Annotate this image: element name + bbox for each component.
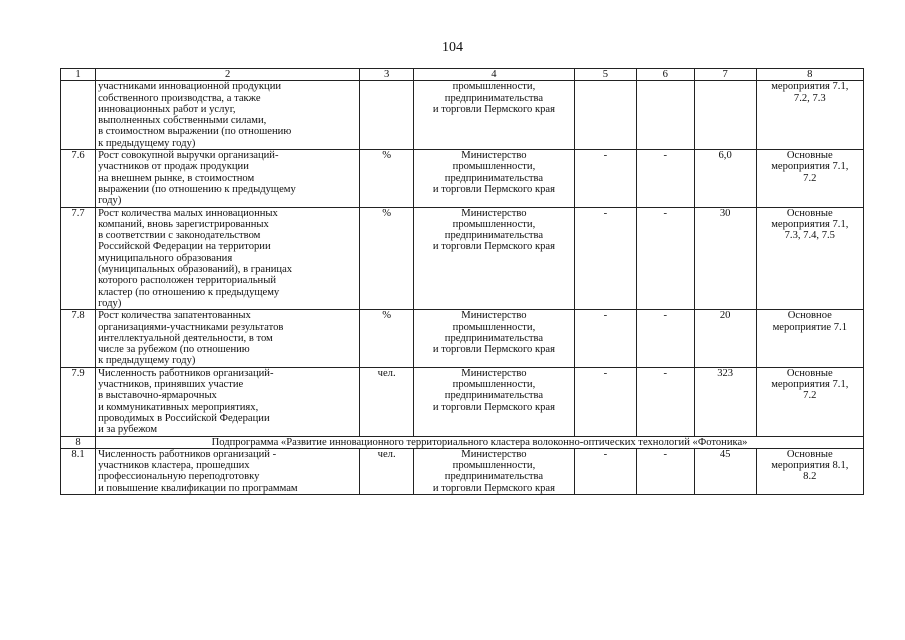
value-col5: - (574, 310, 636, 367)
unit-cell: чел. (360, 367, 414, 436)
table-row (61, 310, 864, 367)
executor-cell: Министерство промышленности, предпринимательства и торговли Пермского края (413, 150, 574, 207)
column-header: 3 (360, 69, 414, 81)
indicators-table (60, 68, 864, 495)
value-col5: - (574, 207, 636, 310)
column-header: 8 (756, 69, 863, 81)
subprogram-number: 8 (61, 436, 96, 448)
value-col6: - (636, 150, 694, 207)
column-header: 7 (694, 69, 756, 81)
executor-cell: Министерство промышленности, предпринимательства и торговли Пермского края (413, 207, 574, 310)
table-body (61, 81, 864, 495)
indicator-description: участниками инновационной продукции собственного производства, а также инновационных работ и услуг, выполненных собственными силами, в стоимостном выражении (по отношению к предыдущему году) (96, 81, 360, 150)
column-number-row (61, 69, 864, 81)
table-row (61, 150, 864, 207)
executor-cell: Министерство промышленности, предпринимательства и торговли Пермского края (413, 448, 574, 494)
row-number: 7.7 (61, 207, 96, 310)
executor-cell: Министерство промышленности, предпринимательства и торговли Пермского края (413, 367, 574, 436)
value-col6: - (636, 448, 694, 494)
table-row (61, 367, 864, 436)
column-header: 1 (61, 69, 96, 81)
row-number: 8.1 (61, 448, 96, 494)
value-col6: - (636, 310, 694, 367)
unit-cell: % (360, 310, 414, 367)
events-cell: мероприятия 7.1, 7.2, 7.3 (756, 81, 863, 150)
column-header: 5 (574, 69, 636, 81)
value-col5: - (574, 448, 636, 494)
value-col7: 30 (694, 207, 756, 310)
value-col6: - (636, 367, 694, 436)
unit-cell: % (360, 150, 414, 207)
row-number: 7.6 (61, 150, 96, 207)
value-col7: 20 (694, 310, 756, 367)
indicator-description: Рост количества запатентованных организациями-участниками результатов интеллектуальной деятельности, в том числе за рубежом (по отношению к предыдущему году) (96, 310, 360, 367)
events-cell: Основное мероприятие 7.1 (756, 310, 863, 367)
value-col6: - (636, 207, 694, 310)
row-number: 7.9 (61, 367, 96, 436)
column-header: 6 (636, 69, 694, 81)
value-col7 (694, 81, 756, 150)
value-col5: - (574, 150, 636, 207)
table-row (61, 448, 864, 494)
events-cell: Основные мероприятия 7.1, 7.3, 7.4, 7.5 (756, 207, 863, 310)
value-col5: - (574, 367, 636, 436)
subprogram-title: Подпрограмма «Развитие инновационного территориального кластера волоконно-оптических технологий «Фотоника» (96, 436, 864, 448)
column-header: 4 (413, 69, 574, 81)
events-cell: Основные мероприятия 7.1, 7.2 (756, 150, 863, 207)
row-number (61, 81, 96, 150)
column-header: 2 (96, 69, 360, 81)
executor-cell: Министерство промышленности, предпринимательства и торговли Пермского края (413, 310, 574, 367)
row-number: 7.8 (61, 310, 96, 367)
events-cell: Основные мероприятия 8.1, 8.2 (756, 448, 863, 494)
value-col7: 6,0 (694, 150, 756, 207)
indicator-description: Численность работников организаций - участников кластера, прошедших профессиональную переподготовку и повышение квалификации по программам (96, 448, 360, 494)
executor-cell: промышленности, предпринимательства и торговли Пермского края (413, 81, 574, 150)
indicator-description: Численность работников организаций- участников, принявших участие в выставочно-ярмарочных и коммуникативных мероприятиях, проводимых в Российской Федерации и за рубежом (96, 367, 360, 436)
events-cell: Основные мероприятия 7.1, 7.2 (756, 367, 863, 436)
subprogram-row (61, 436, 864, 448)
value-col7: 323 (694, 367, 756, 436)
indicator-description: Рост количества малых инновационных компаний, вновь зарегистрированных в соответствии с законодательством Российской Федерации на территории муниципального образования (муниципальных образований), в границах которого расположен территориальный кластер (по отношению к предыдущему году) (96, 207, 360, 310)
value-col6 (636, 81, 694, 150)
value-col5 (574, 81, 636, 150)
page-number: 104 (442, 40, 463, 55)
indicator-description: Рост совокупной выручки организаций- участников от продаж продукции на внешнем рынке, в стоимостном выражении (по отношению к предыдущему году) (96, 150, 360, 207)
unit-cell (360, 81, 414, 150)
table-row (61, 81, 864, 150)
unit-cell: % (360, 207, 414, 310)
value-col7: 45 (694, 448, 756, 494)
unit-cell: чел. (360, 448, 414, 494)
table-row (61, 207, 864, 310)
